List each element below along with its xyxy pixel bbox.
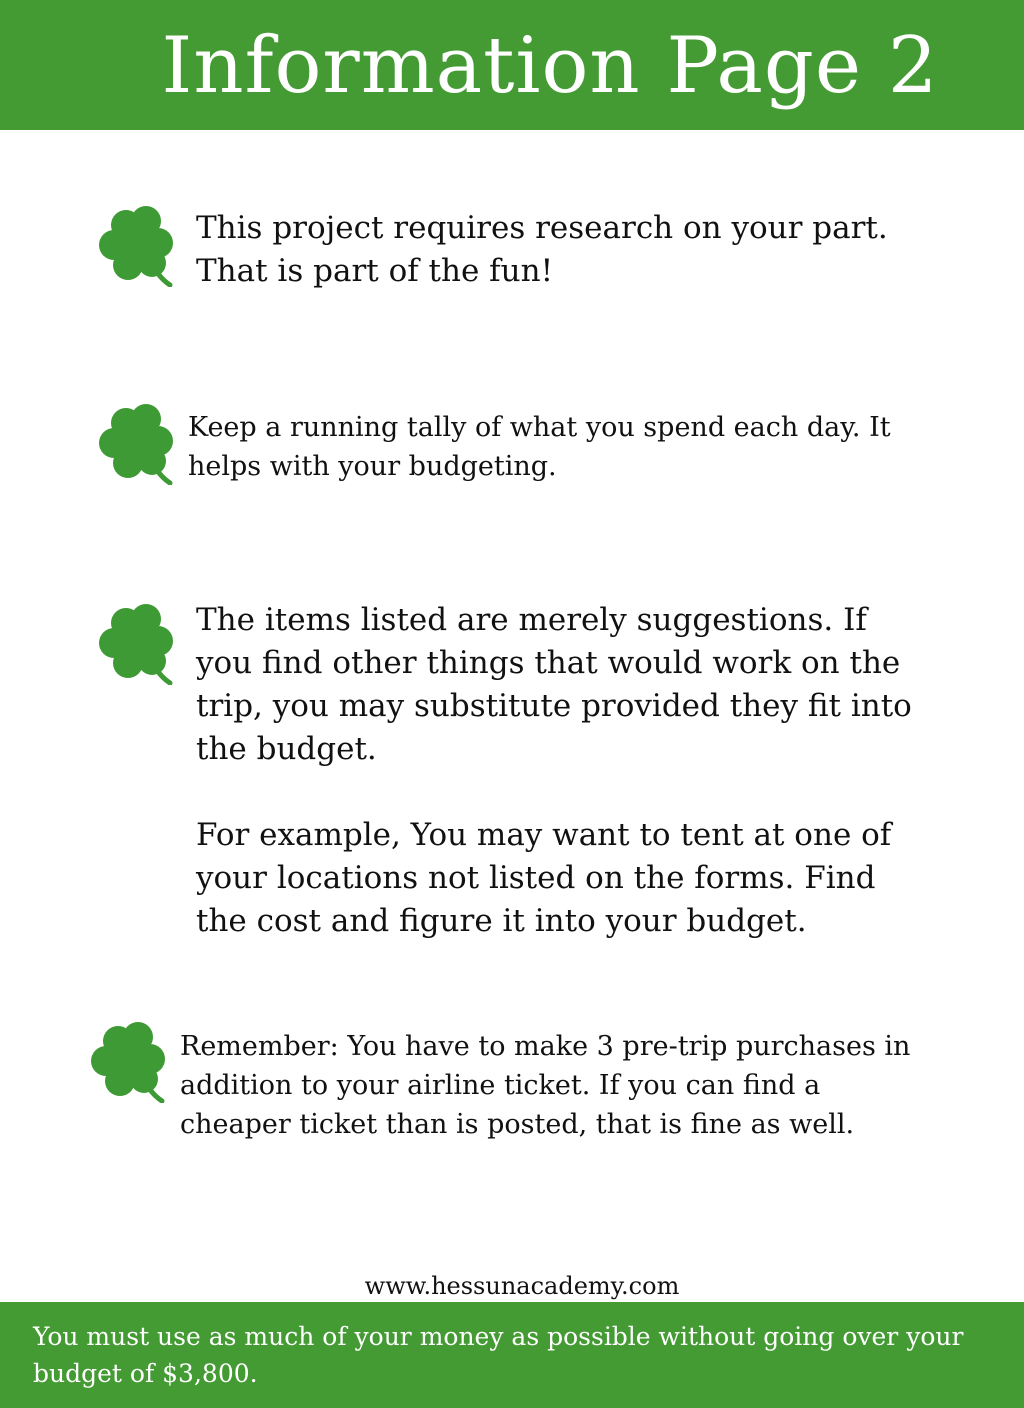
page-title: Information Page 2	[161, 21, 939, 111]
budget-note: You must use as much of your money as possible without going over your budget of $3,800.	[33, 1322, 964, 1388]
tip-text-remember: Remember: You have to make 3 pre-trip purchases in addition to your airline ticket. If you can find a cheaper ticket than is posted, that is fine as well.	[180, 1031, 911, 1140]
shamrock-icon	[96, 203, 180, 287]
tip-text-suggestions: The items listed are merely suggestions. If you find other things that would work on the trip, you may substitute provided they fit into the budget. For example, You may want to tent at one of your locations not listed on the forms. Find the cost and figure it into your budget.	[196, 602, 912, 939]
shamrock-icon	[88, 1019, 172, 1103]
tip-text-tally: Keep a running tally of what you spend each day. It helps with your budgeting.	[188, 412, 891, 482]
shamrock-icon	[96, 401, 180, 485]
website-url: www.hessunacademy.com	[364, 1272, 680, 1300]
tip-text-research: This project requires research on your part. That is part of the fun!	[196, 210, 888, 289]
shamrock-icon	[96, 601, 180, 685]
